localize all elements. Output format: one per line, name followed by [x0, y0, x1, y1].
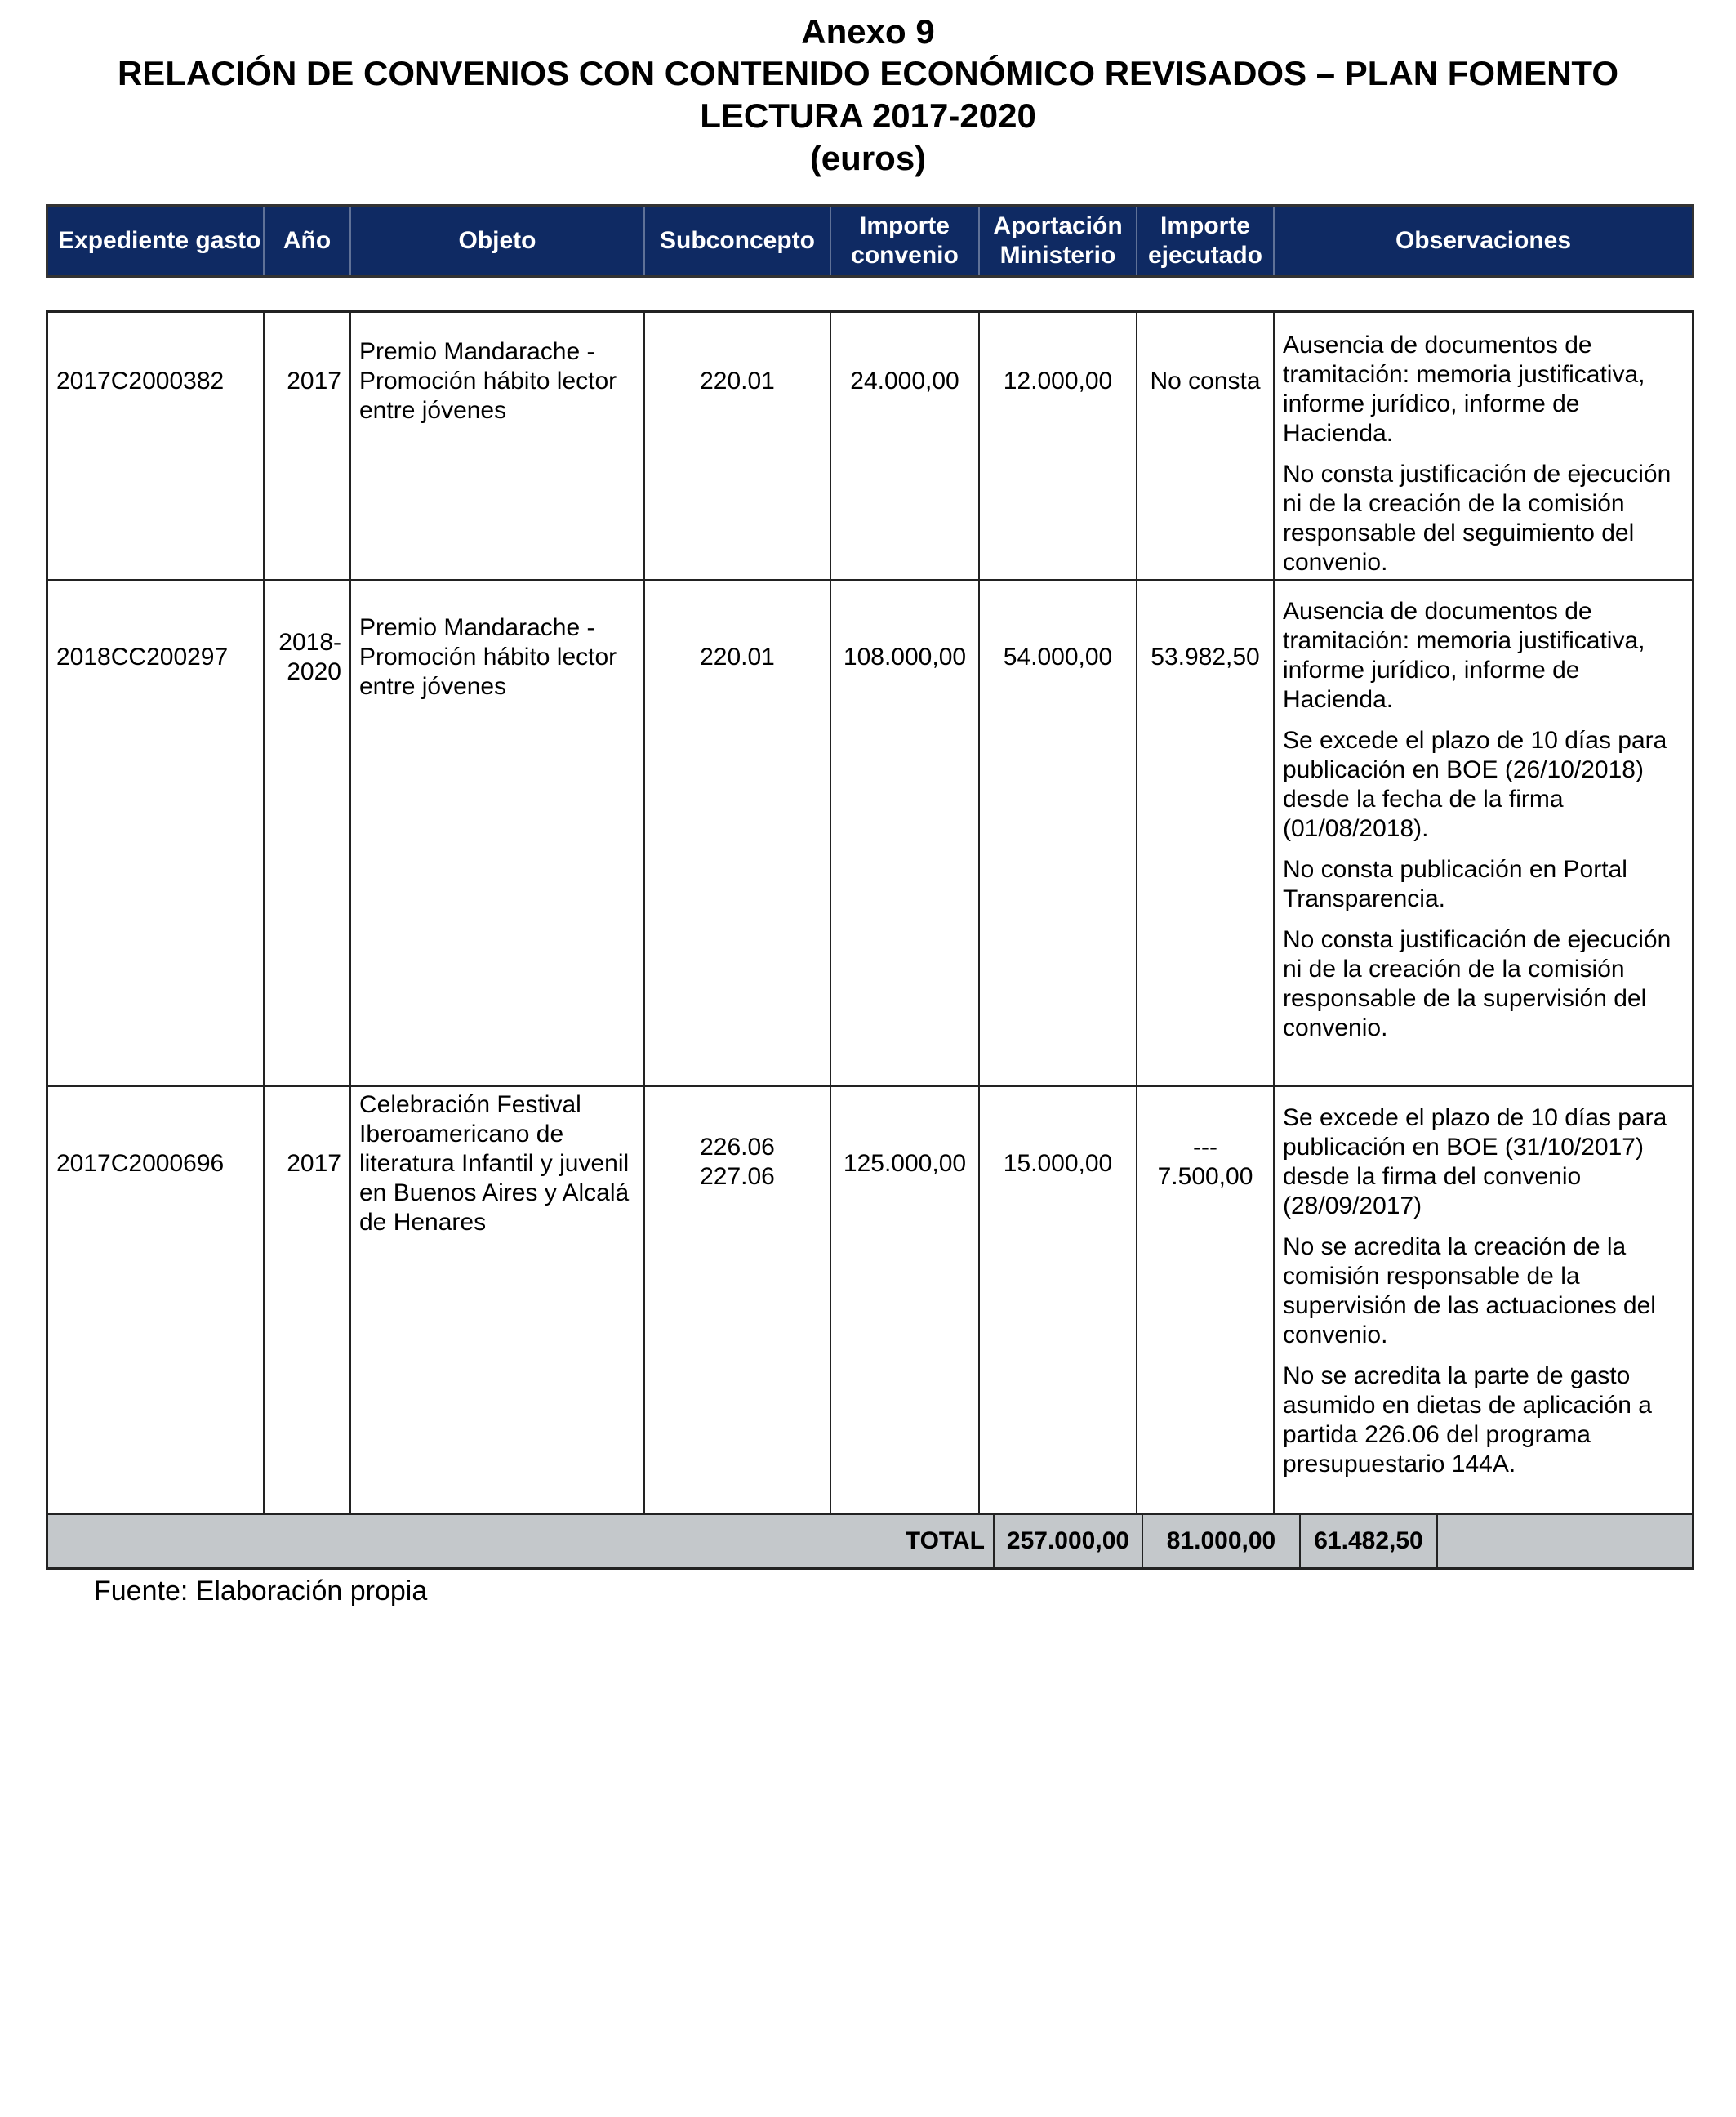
source-note: Fuente: Elaboración propia [94, 1575, 428, 1607]
cell-anio: 2017 [265, 313, 351, 579]
cell-importe-ejecutado: No consta [1137, 313, 1275, 579]
cell-aportacion: 54.000,00 [980, 581, 1137, 1085]
total-label: TOTAL [48, 1515, 995, 1567]
cell-objeto: Premio Mandarache - Promoción hábito lector entre jóvenes [351, 581, 645, 1085]
total-observaciones-empty [1438, 1515, 1692, 1567]
observacion: Ausencia de documentos de tramitación: memoria justificativa, informe jurídico, informe de Hacienda. [1283, 332, 1645, 447]
document-title [0, 11, 1736, 180]
cell-expediente: 2018CC200297 [48, 581, 265, 1085]
observacion: No consta justificación de ejecución ni de la creación de la comisión responsable del seguimiento del convenio. [1283, 461, 1671, 576]
cell-importe-ejecutado: 53.982,50 [1137, 581, 1275, 1085]
cell-importe-convenio: 24.000,00 [831, 313, 980, 579]
table-row [48, 313, 1692, 581]
cell-subconcepto [645, 1087, 831, 1513]
observacion: Se excede el plazo de 10 días para publicación en BOE (31/10/2017) desde la firma del convenio (28/09/2017) [1283, 1104, 1667, 1219]
header-objeto: Objeto [351, 207, 645, 275]
table-body [46, 310, 1694, 1570]
cell-importe-convenio: 125.000,00 [831, 1087, 980, 1513]
header-importe-ejecutado: Importe ejecutado [1137, 207, 1275, 275]
header-anio: Año [265, 207, 351, 275]
header-aportacion: Aportación Ministerio [980, 207, 1137, 275]
table-header [46, 204, 1694, 278]
observacion: No se acredita la creación de la comisión responsable de la supervisión de las actuaciones del convenio. [1283, 1233, 1656, 1348]
header-importe-convenio: Importe convenio [831, 207, 980, 275]
table-row [48, 581, 1692, 1087]
cell-anio: 2018-2020 [265, 581, 351, 1085]
ejecutado-value: 7.500,00 [1157, 1163, 1253, 1190]
observacion: Se excede el plazo de 10 días para publicación en BOE (26/10/2018) desde la fecha de la firma (01/08/2018). [1283, 727, 1667, 842]
cell-observaciones [1275, 1087, 1692, 1513]
title-line-1: RELACIÓN DE CONVENIOS CON CONTENIDO ECONÓMICO REVISADOS – PLAN FOMENTO [117, 54, 1619, 92]
cell-objeto: Celebración Festival Iberoamericano de literatura Infantil y juvenil en Buenos Aires y Alcalá de Henares [351, 1087, 645, 1513]
title-line-2: LECTURA 2017-2020 [700, 96, 1036, 135]
total-aportacion: 81.000,00 [1143, 1515, 1301, 1567]
ejecutado-value: --- [1193, 1134, 1217, 1161]
cell-importe-ejecutado [1137, 1087, 1275, 1513]
cell-anio: 2017 [265, 1087, 351, 1513]
title-unit: (euros) [809, 139, 927, 177]
cell-objeto: Premio Mandarache - Promoción hábito lector entre jóvenes [351, 313, 645, 579]
table-row [48, 1087, 1692, 1515]
subconcepto-value: 227.06 [700, 1163, 775, 1190]
cell-expediente: 2017C2000696 [48, 1087, 265, 1513]
observacion: Ausencia de documentos de tramitación: memoria justificativa, informe jurídico, informe de Hacienda. [1283, 598, 1645, 713]
observacion: No consta publicación en Portal Transparencia. [1283, 856, 1627, 912]
total-importe-convenio: 257.000,00 [995, 1515, 1143, 1567]
cell-aportacion: 12.000,00 [980, 313, 1137, 579]
annex-title: Anexo 9 [801, 12, 935, 51]
header-expediente: Expediente gasto [48, 207, 265, 275]
subconcepto-value: 226.06 [700, 1134, 775, 1161]
cell-subconcepto: 220.01 [645, 313, 831, 579]
header-subconcepto: Subconcepto [645, 207, 831, 275]
cell-observaciones [1275, 581, 1692, 1085]
total-row [48, 1515, 1692, 1567]
cell-subconcepto: 220.01 [645, 581, 831, 1085]
cell-observaciones [1275, 313, 1692, 579]
observacion: No consta justificación de ejecución ni de la creación de la comisión responsable de la supervisión del convenio. [1283, 926, 1671, 1041]
header-observaciones: Observaciones [1395, 227, 1572, 254]
total-importe-ejecutado: 61.482,50 [1301, 1515, 1438, 1567]
cell-expediente: 2017C2000382 [48, 313, 265, 579]
cell-importe-convenio: 108.000,00 [831, 581, 980, 1085]
observacion: No se acredita la parte de gasto asumido en dietas de aplicación a partida 226.06 del programa presupuestario 144A. [1283, 1362, 1652, 1477]
cell-aportacion: 15.000,00 [980, 1087, 1137, 1513]
